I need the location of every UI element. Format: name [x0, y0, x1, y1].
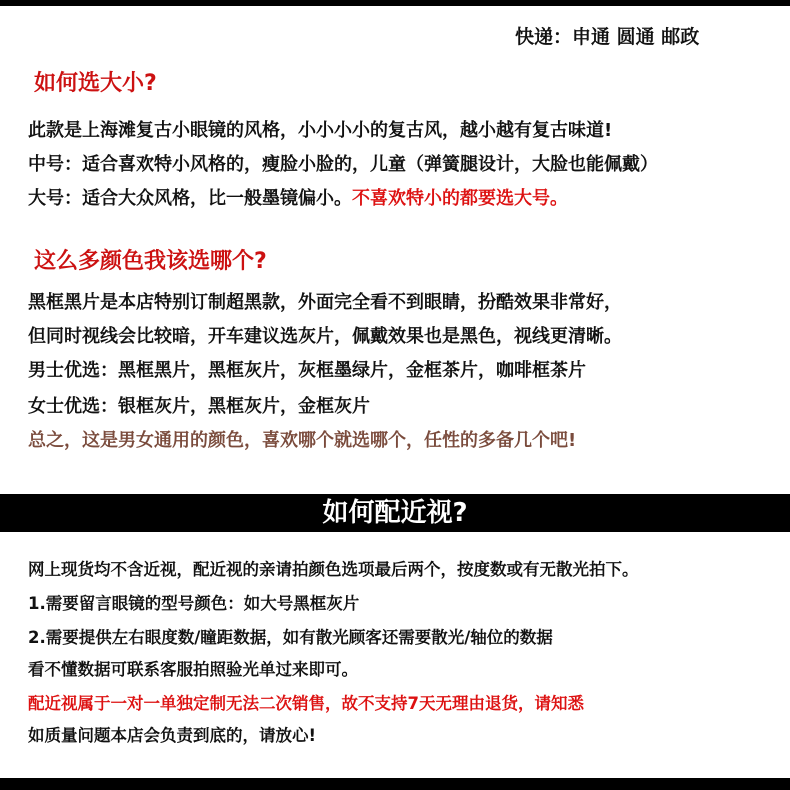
size-large-note: 不喜欢特小的都要选大号。: [352, 188, 568, 209]
color-summary: 总之，这是男女通用的颜色，喜欢哪个就选哪个，任性的多备几个吧!: [28, 430, 577, 451]
size-medium: 中号：适合喜欢特小风格的，瘦脸小脸的，儿童（弹簧腿设计，大脸也能佩戴）: [28, 154, 658, 175]
size-intro: 此款是上海滩复古小眼镜的风格，小小小小的复古风，越小越有复古味道!: [28, 120, 613, 141]
top-border: [0, 0, 790, 6]
myopia-banner: 如何配近视?: [0, 494, 790, 532]
size-large-desc: 大号：适合大众风格，比一般墨镜偏小。: [28, 188, 352, 209]
myopia-step-2: 2.需要提供左右眼度数/瞳距数据，如有散光顾客还需要散光/轴位的数据: [28, 628, 553, 647]
bottom-border: [0, 778, 790, 790]
color-heading: 这么多颜色我该选哪个?: [34, 249, 267, 274]
shipping-carriers: 快递：申通 圆通 邮政: [515, 26, 700, 48]
size-heading: 如何选大小?: [34, 71, 157, 96]
myopia-step-3: 看不懂数据可联系客服拍照验光单过来即可。: [28, 660, 358, 679]
myopia-step-1: 1.需要留言眼镜的型号颜色：如大号黑框灰片: [28, 594, 360, 613]
color-women: 女士优选：银框灰片，黑框灰片，金框灰片: [28, 396, 370, 417]
myopia-reassure: 如质量问题本店会负责到底的，请放心!: [28, 726, 317, 745]
myopia-warning: 配近视属于一对一单独定制无法二次销售，故不支持7天无理由退货，请知悉: [28, 694, 584, 713]
size-large: [28, 184, 773, 210]
color-line-1: 黑框黑片是本店特别订制超黑款，外面完全看不到眼睛，扮酷效果非常好，: [28, 292, 622, 313]
myopia-intro: 网上现货均不含近视，配近视的亲请拍颜色选项最后两个，按度数或有无散光拍下。: [28, 560, 639, 579]
color-line-2: 但同时视线会比较暗，开车建议选灰片，佩戴效果也是黑色，视线更清晰。: [28, 326, 622, 347]
color-men: 男士优选：黑框黑片，黑框灰片，灰框墨绿片，金框茶片，咖啡框茶片: [28, 360, 586, 381]
